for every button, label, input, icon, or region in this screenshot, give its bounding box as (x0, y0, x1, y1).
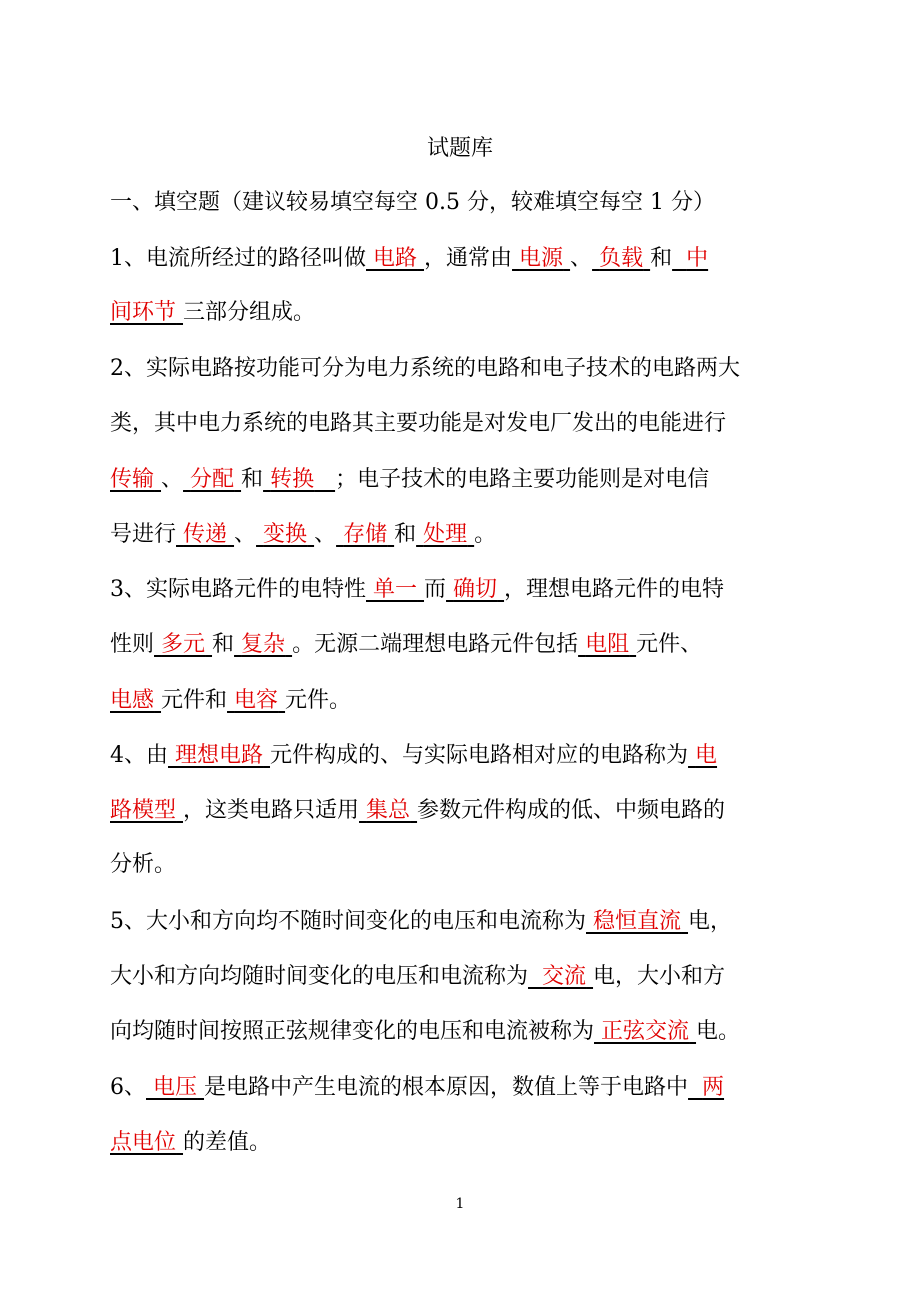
answer-blank: 变换 (263, 522, 308, 547)
question-text: 元件、 (636, 632, 703, 657)
question-text: 性则 (110, 632, 155, 657)
question-1-line-2 (110, 296, 315, 330)
question-text: 和 (241, 467, 264, 492)
answer-blank: 交流 (542, 964, 587, 989)
question-2-line-1: 2、实际电路按功能可分为电力系统的电路和电子技术的电路两大 (110, 356, 740, 381)
question-2-line-3 (110, 463, 709, 497)
page-number: 1 (455, 1196, 465, 1212)
question-5-line-3 (110, 1015, 740, 1049)
answer-blank: 存储 (343, 522, 388, 547)
section-heading: 一、填空题（建议较易填空每空 0.5 分，较难填空每空 1 分） (110, 190, 715, 215)
question-text: 电， (688, 909, 733, 934)
question-text: 的差值。 (183, 1130, 272, 1155)
answer-blank: 间环节 (110, 300, 177, 325)
answer-blank: 电感 (110, 688, 155, 713)
answer-blank: 传递 (183, 522, 228, 547)
question-text: 电，大小和方 (593, 964, 726, 989)
question-5-line-2 (110, 960, 725, 994)
question-5-line-1 (110, 905, 732, 939)
question-text: 、 (314, 522, 337, 547)
question-text: 。无源二端理想电路元件包括 (292, 632, 579, 657)
question-text: ，这类电路只适用 (183, 798, 360, 823)
question-text: 、 (570, 246, 593, 271)
question-text: 元件。 (285, 688, 352, 713)
question-text: 和 (650, 246, 673, 271)
answer-blank: 理想电路 (175, 743, 264, 768)
answer-blank: 电容 (234, 688, 279, 713)
question-text: 。 (474, 522, 497, 547)
question-1-line-1 (110, 242, 708, 276)
answer-blank: 复杂 (241, 632, 286, 657)
question-text: 5、大小和方向均不随时间变化的电压和电流称为 (110, 909, 586, 934)
question-text: 和 (394, 522, 417, 547)
answer-blank: 电路 (373, 246, 418, 271)
question-3-line-1 (110, 573, 724, 607)
question-text: 参数元件构成的低、中频电路的 (417, 798, 726, 823)
answer-blank: 转换 (270, 467, 315, 492)
answer-blank: 中 (686, 246, 709, 271)
answer-blank: 集总 (366, 798, 411, 823)
question-text: 电。 (696, 1019, 741, 1044)
question-text: 而 (424, 577, 447, 602)
question-text: 三部分组成。 (183, 300, 316, 325)
question-6-line-2 (110, 1126, 271, 1160)
answer-blank: 单一 (373, 577, 418, 602)
question-text: 1、电流所经过的路径叫做 (110, 246, 366, 271)
question-text: 元件构成的、与实际电路相对应的电路称为 (270, 743, 689, 768)
document-title: 试题库 (426, 136, 493, 161)
question-text: 元件和 (161, 688, 228, 713)
question-text: 和 (212, 632, 235, 657)
answer-blank: 正弦交流 (601, 1019, 690, 1044)
question-text: 大小和方向均随时间变化的电压和电流称为 (110, 964, 529, 989)
answer-blank: 电阻 (585, 632, 630, 657)
answer-blank: 负载 (599, 246, 644, 271)
answer-blank: 点电位 (110, 1130, 177, 1155)
question-text: 、 (234, 522, 257, 547)
answer-blank: 分配 (190, 467, 235, 492)
answer-blank: 两 (702, 1075, 725, 1100)
question-text: ，理想电路元件的电特 (504, 577, 725, 602)
question-text: 、 (161, 467, 184, 492)
question-text: 号进行 (110, 522, 177, 547)
answer-blank: 传输 (110, 467, 155, 492)
answer-blank: 电 (695, 743, 718, 768)
question-text: ，通常由 (424, 246, 513, 271)
question-text: 向均随时间按照正弦规律变化的电压和电流被称为 (110, 1019, 595, 1044)
question-3-line-3 (110, 684, 351, 718)
question-text: 6、 (110, 1075, 146, 1100)
answer-blank: 电压 (153, 1075, 198, 1100)
answer-blank: 路模型 (110, 798, 177, 823)
question-2-line-2: 类，其中电力系统的电路其主要功能是对发电厂发出的电能进行 (110, 411, 727, 436)
question-4-line-2 (110, 794, 725, 828)
answer-blank: 多元 (161, 632, 206, 657)
answer-blank: 确切 (453, 577, 498, 602)
question-4-line-1 (110, 739, 717, 773)
question-text: 是电路中产生电流的根本原因，数值上等于电路中 (204, 1075, 689, 1100)
answer-blank: 处理 (423, 522, 468, 547)
question-6-line-1 (110, 1071, 724, 1105)
question-4-line-3: 分析。 (110, 852, 177, 877)
question-3-line-2 (110, 628, 702, 662)
question-text: 4、由 (110, 743, 168, 768)
question-text: ；电子技术的电路主要功能则是对电信 (335, 467, 710, 492)
question-text: 3、实际电路元件的电特性 (110, 577, 366, 602)
question-2-line-4 (110, 518, 496, 552)
answer-blank: 稳恒直流 (593, 909, 682, 934)
answer-blank: 电源 (519, 246, 564, 271)
